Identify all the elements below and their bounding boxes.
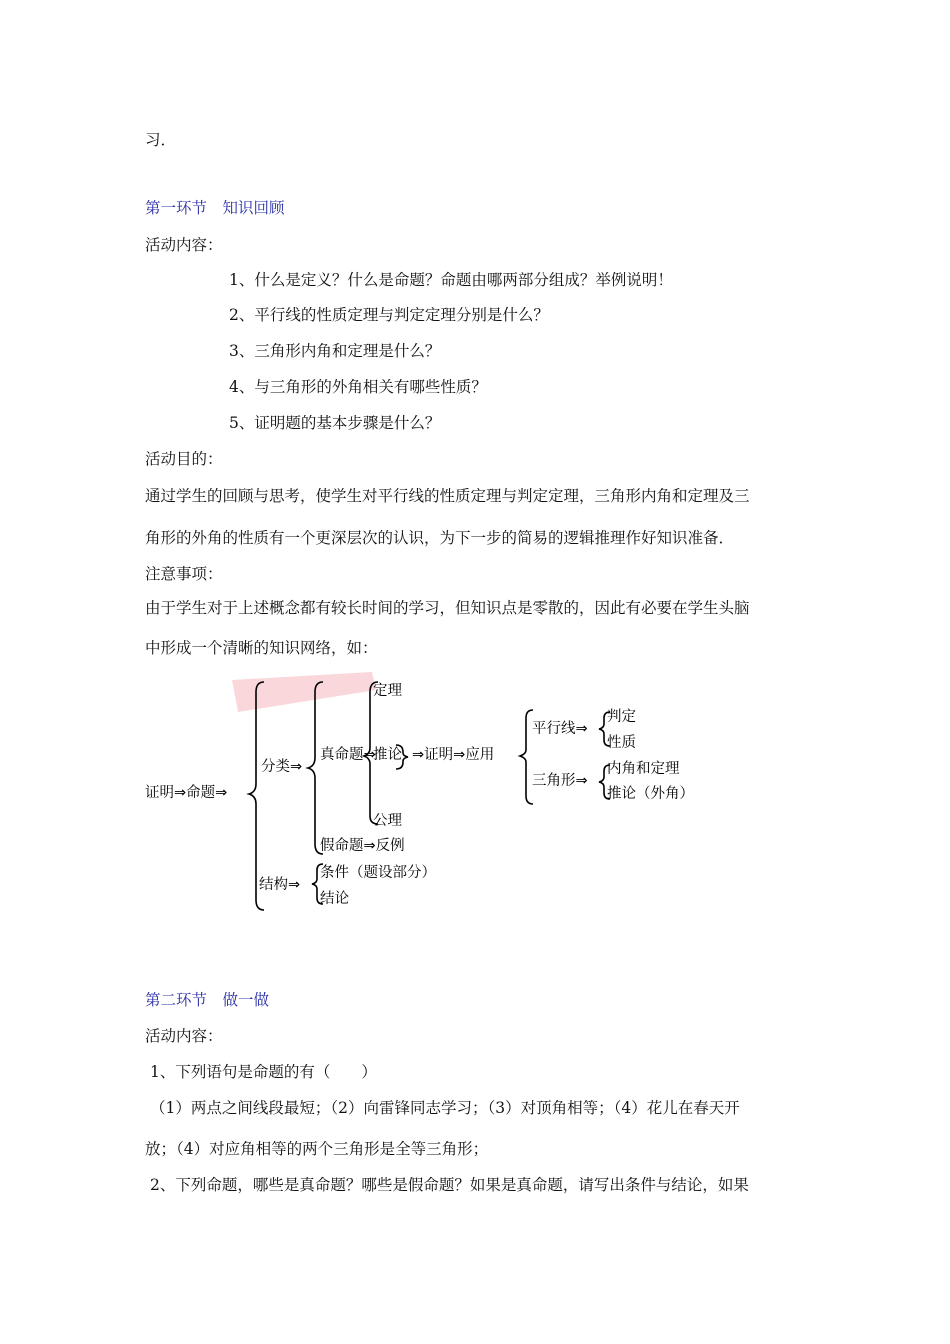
notes-text-line: 由于学生对于上述概念都有较长时间的学习，但知识点是零散的，因此有必要在学生头脑 — [145, 599, 750, 617]
question-item: 2、平行线的性质定理与判定定理分别是什么？ — [229, 306, 549, 324]
diagram-judge: 判定 — [607, 709, 636, 725]
diagram-property: 性质 — [607, 735, 636, 751]
diagram-theorem: 定理 — [373, 683, 402, 699]
diagram-true-prop: 真命题⇒ — [320, 747, 376, 763]
question-item: 5、证明题的基本步骤是什么？ — [229, 414, 441, 432]
goal-text-line: 角形的外角的性质有一个更深层次的认识，为下一步的简易的逻辑推理作好知识准备． — [145, 529, 735, 547]
section-title-2: 第二环节 做一做 — [145, 991, 270, 1009]
watermark-stroke — [232, 672, 376, 712]
goal-text-line: 通过学生的回顾与思考，使学生对平行线的性质定理与判定定理，三角形内角和定理及三 — [145, 487, 750, 505]
diagram-classify: 分类⇒ — [261, 759, 303, 775]
diagram-interior-sum: 内角和定理 — [607, 761, 680, 777]
diagram-corollary-ext: 推论（外角） — [607, 786, 694, 802]
activity-content-label: 活动内容： — [145, 1027, 223, 1045]
diagram-corollary: 推论 — [373, 747, 402, 763]
brace-classify — [308, 682, 323, 854]
diagram-axiom: 公理 — [373, 813, 402, 829]
paragraph-continuation: 习． — [145, 131, 177, 149]
notes-text-line: 中形成一个清晰的知识网络，如： — [145, 639, 378, 657]
question-item: 1、什么是定义？什么是命题？命题由哪两部分组成？举例说明！ — [229, 271, 673, 289]
question-item: 3、三角形内角和定理是什么？ — [229, 342, 441, 360]
activity-content-label: 活动内容： — [145, 236, 223, 254]
exercise-1-options: 放；（4）对应角相等的两个三角形是全等三角形； — [145, 1140, 489, 1158]
diagram-condition: 条件（题设部分） — [320, 865, 436, 881]
knowledge-network-diagram — [140, 672, 720, 922]
question-item: 4、与三角形的外角相关有哪些性质？ — [229, 378, 487, 396]
diagram-conclusion: 结论 — [320, 891, 349, 907]
activity-goal-label: 活动目的： — [145, 450, 223, 468]
exercise-1: 1、下列语句是命题的有（ ） — [150, 1063, 377, 1081]
diagram-proof-apply: ⇒证明⇒应用 — [412, 747, 495, 763]
section-title-1: 第一环节 知识回顾 — [145, 199, 285, 217]
notes-label: 注意事项： — [145, 565, 223, 583]
diagram-structure: 结构⇒ — [259, 877, 301, 893]
exercise-2: 2、下列命题，哪些是真命题？哪些是假命题？如果是真命题，请写出条件与结论，如果 — [150, 1176, 749, 1194]
exercise-1-options: （1）两点之间线段最短；（2）向雷锋同志学习；（3）对顶角相等；（4）花儿在春天开 — [150, 1099, 740, 1117]
diagram-triangle: 三角形⇒ — [532, 773, 588, 789]
diagram-root: 证明⇒命题⇒ — [145, 785, 228, 801]
diagram-parallel: 平行线⇒ — [532, 721, 588, 737]
diagram-false-prop: 假命题⇒反例 — [320, 838, 405, 854]
